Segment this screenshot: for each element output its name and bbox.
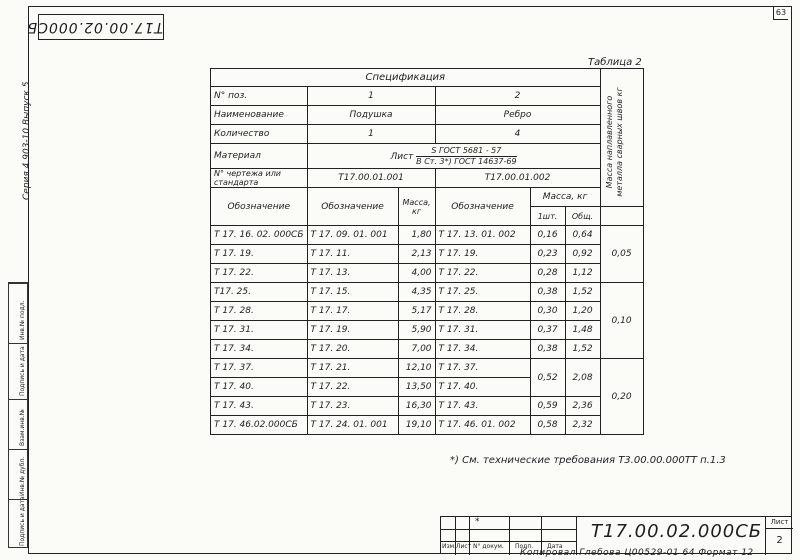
strip-label: Инв.№ дубл. [19,456,26,496]
cell-mass-1: 16,30 [398,397,435,416]
cell-designation-2: Т 17. 31. [435,321,530,340]
table-row [211,340,644,359]
cell-designation: Т 17. 19. [211,245,308,264]
strip-cell [9,496,27,549]
spec-title-row [211,69,644,87]
copy-footer: Копировал Глебова Ц00529-01 64 Формат 12 [520,548,754,558]
qty-2: 4 [435,125,600,144]
cell-designation-1: Т 17. 22. [307,378,398,397]
material-value [307,144,600,169]
material-prefix: Лист [390,151,414,162]
strip-label: Подпись и дата [19,346,26,396]
strip-label: Инв.№ подл. [19,300,26,340]
cell-designation: Т 17. 22. [211,264,308,283]
pos-2: 2 [435,87,600,106]
col-mass-1: Масса, кг [398,188,435,226]
cell-mass-total: 0,92 [565,245,600,264]
weld-group-2: 0,10 [600,283,643,359]
grid-line [509,517,510,555]
cell-mass-total: 1,48 [565,321,600,340]
cell-mass-one: 0,16 [530,226,565,245]
cell-mass-total-merged: 2,08 [565,359,600,397]
cell-designation-2: Т 17. 37. [435,359,530,378]
approval-side-strip [8,282,28,548]
cell-mass-total: 2,36 [565,397,600,416]
cell-designation-1: Т 17. 11. [307,245,398,264]
pos-label: N° поз. [211,87,308,106]
cell-designation: Т 17. 43. [211,397,308,416]
sheet-number: 2 [776,535,783,546]
col-designation: Обозначение [211,188,308,226]
cell-designation-1: Т 17. 20. [307,340,398,359]
cell-designation-1: Т 17. 21. [307,359,398,378]
cell-mass-total: 0,64 [565,226,600,245]
cell-designation-2: Т 17. 46. 01. 002 [435,416,530,435]
qty-1: 1 [307,125,435,144]
cell-designation-2: Т 17. 40. [435,378,530,397]
cell-designation-1: Т 17. 23. [307,397,398,416]
cell-mass-one-merged: 0,52 [530,359,565,397]
grid-mark: * [475,517,480,527]
cell-designation: Т 17. 46.02.000СБ [211,416,308,435]
table-caption: Таблица 2 [588,57,642,68]
rotated-document-code: Т17.00.02.000СБ [38,14,164,40]
material-label: Материал [211,144,308,169]
table-row [211,359,644,378]
sheet-label: Лист [766,517,793,529]
col-one: 1шт. [530,207,565,226]
cell-mass-1: 5,17 [398,302,435,321]
material-bottom: В Ст. 3*) ГОСТ 14637-69 [416,156,517,166]
weld-mass-header [600,69,643,207]
table-row [211,144,644,169]
cell-mass-one: 0,38 [530,283,565,302]
drawing-2: Т17.00.01.002 [435,169,600,188]
cell-designation: Т 17. 37. [211,359,308,378]
table-row [211,283,644,302]
pos-1: 1 [307,87,435,106]
weld-mass-label: Масса наплавленного металла сварных швов кг [604,87,624,197]
cell-designation-1: Т 17. 24. 01. 001 [307,416,398,435]
cell-mass-1: 5,90 [398,321,435,340]
document-code: Т17.00.02.000СБ [591,521,763,542]
cell-designation: Т 17. 28. [211,302,308,321]
cell-designation-1: Т 17. 17. [307,302,398,321]
cell-mass-total: 2,32 [565,416,600,435]
cell-designation-2: Т 17. 34. [435,340,530,359]
cell-mass-1: 7,00 [398,340,435,359]
weld-group-1: 0,05 [600,226,643,283]
table-row [211,302,644,321]
cell-mass-1: 4,35 [398,283,435,302]
footnote: *) См. технические требования Т3.00.00.000ТТ п.1.3 [450,455,726,466]
table-row [211,245,644,264]
grid-header: Подп. [515,543,534,550]
cell-designation-1: Т 17. 09. 01. 001 [307,226,398,245]
cell-designation: Т17. 25. [211,283,308,302]
cell-mass-1: 1,80 [398,226,435,245]
cell-designation-2: Т 17. 43. [435,397,530,416]
cell-mass-total: 1,52 [565,283,600,302]
grid-header: Дата [547,543,563,550]
table-row [211,416,644,435]
cell-mass-one: 0,58 [530,416,565,435]
cell-mass-1: 13,50 [398,378,435,397]
col-designation-1: Обозначение [307,188,398,226]
table-row [211,264,644,283]
table-row [211,169,644,188]
cell-designation-1: Т 17. 19. [307,321,398,340]
sheet-cell [765,517,793,555]
table-row [211,125,644,144]
cell-mass-one: 0,38 [530,340,565,359]
cell-designation-2: Т 17. 19. [435,245,530,264]
cell-designation: Т 17. 34. [211,340,308,359]
cell-mass-1: 19,10 [398,416,435,435]
grid-header: Изм. [442,543,457,550]
cell-mass-one: 0,59 [530,397,565,416]
col-mass-group: Масса, кг [530,188,600,207]
column-header-row [211,188,644,207]
cell-designation-2: Т 17. 28. [435,302,530,321]
drawing-label: N° чертежа или стандарта [211,169,308,188]
weld-group-3: 0,20 [600,359,643,435]
cell-mass-1: 12,10 [398,359,435,378]
cell-mass-1: 2,13 [398,245,435,264]
cell-designation-2: Т 17. 13. 01. 002 [435,226,530,245]
cell-designation: Т 17. 16. 02. 000СБ [211,226,308,245]
series-label: Серия 4.903-10 Выпуск 5 [22,81,32,200]
table-row [211,87,644,106]
cell-mass-one: 0,37 [530,321,565,340]
drawing-1: Т17.00.01.001 [307,169,435,188]
qty-label: Количество [211,125,308,144]
cell-mass-total: 1,12 [565,264,600,283]
name-1: Подушка [307,106,435,125]
cell-mass-one: 0,28 [530,264,565,283]
grid-header: N° докум. [473,543,504,550]
name-label: Наименование [211,106,308,125]
table-row [211,397,644,416]
cell-mass-1: 4,00 [398,264,435,283]
table-row [211,321,644,340]
material-top: S ГОСТ 5681 - 57 [416,146,516,157]
cell-mass-one: 0,23 [530,245,565,264]
strip-label: Подпись и дата [19,496,26,546]
table-row [211,226,644,245]
cell-designation: Т 17. 40. [211,378,308,397]
weld-blank [600,207,643,226]
cell-designation-1: Т 17. 13. [307,264,398,283]
specification-table [210,68,644,435]
cell-designation-2: Т 17. 22. [435,264,530,283]
name-2: Ребро [435,106,600,125]
corner-sheet-number: 63 [773,7,788,20]
cell-designation-1: Т 17. 15. [307,283,398,302]
col-designation-2: Обозначение [435,188,530,226]
strip-label: Взам.инв.№ [19,409,26,446]
table-row [211,106,644,125]
spec-title: Спецификация [211,69,601,87]
col-total: Общ. [565,207,600,226]
cell-mass-one: 0,30 [530,302,565,321]
cell-mass-total: 1,52 [565,340,600,359]
grid-header: Лист [456,543,472,550]
cell-mass-total: 1,20 [565,302,600,321]
cell-designation-2: Т 17. 25. [435,283,530,302]
material-fraction [416,146,516,167]
cell-designation: Т 17. 31. [211,321,308,340]
